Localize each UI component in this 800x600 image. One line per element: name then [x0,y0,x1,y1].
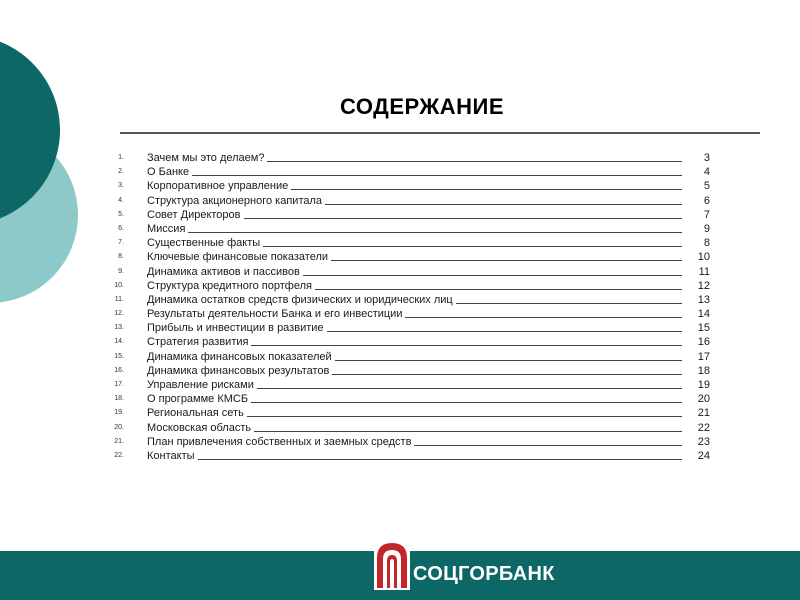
toc-item-page: 17 [697,350,710,363]
toc-item[interactable] [100,265,720,279]
toc-item-label: Динамика активов и пассивов [147,265,303,279]
toc-item[interactable] [100,236,720,250]
toc-item-number: 18. [114,395,124,403]
toc-item-number: 1. [118,154,124,161]
bank-logo-icon [374,540,410,590]
toc-item-page: 13 [697,293,710,306]
bank-name: СОЦГОРБАНК [413,563,555,585]
toc-item-page: 7 [703,208,710,221]
toc-item-number: 3. [118,182,124,190]
toc-item-label: О Банке [147,165,192,179]
toc-item[interactable] [100,208,720,222]
toc-item-page: 3 [703,152,710,164]
toc-item-page: 20 [697,393,710,406]
toc-item[interactable] [100,406,720,420]
toc-item[interactable] [100,350,720,364]
toc-item-page: 14 [697,308,710,321]
toc-item-page: 12 [697,279,710,292]
toc-item[interactable] [100,364,720,378]
toc-item-page: 10 [697,251,710,264]
toc-item-number: 14. [114,338,124,346]
toc-item-number: 22. [114,451,124,459]
toc-item-page: 16 [697,336,710,349]
toc-item[interactable] [100,151,720,165]
toc-item-page: 5 [703,180,710,193]
toc-item-number: 2. [118,168,124,176]
toc-item-number: 7. [118,239,124,247]
toc-item-page: 15 [697,322,710,335]
toc-item-label: Динамика финансовых показателей [147,350,335,364]
toc-item-label: Структура кредитного портфеля [147,279,315,293]
toc-item-label: Динамика остатков средств физических и юридических лиц [147,293,456,307]
toc-item[interactable] [100,293,720,307]
toc-item[interactable] [100,194,720,208]
toc-item-page: 9 [703,222,710,235]
toc-item[interactable] [100,222,720,236]
toc-item-page: 23 [697,435,710,448]
toc-item-number: 17. [114,381,124,388]
toc-item-page: 4 [703,166,710,179]
toc-item[interactable] [100,321,720,335]
toc-item-number: 10. [114,281,124,289]
toc-item-label: Результаты деятельности Банка и его инвестиции [147,307,405,321]
toc-item[interactable] [100,335,720,349]
toc-item[interactable] [100,307,720,321]
toc-item-label: План привлечения собственных и заемных средств [147,435,414,449]
toc-item-label: Структура акционерного капитала [147,194,325,208]
toc-item-number: 19. [114,409,124,417]
toc-item-page: 22 [697,421,710,434]
toc-leader-line [147,175,682,176]
page-title: СОДЕРЖАНИЕ [340,94,505,119]
toc-leader-line [147,232,682,233]
toc-item-page: 24 [697,449,710,462]
toc-item-number: 9. [118,267,124,275]
toc-item[interactable] [100,449,720,463]
title-divider [120,132,760,134]
toc-item-number: 6. [118,224,124,232]
toc-item-label: Управление рисками [147,378,257,392]
toc-item-number: 15. [114,352,124,360]
toc-item-label: Динамика финансовых результатов [147,364,332,378]
toc-item-number: 8. [118,253,124,261]
toc-item[interactable] [100,378,720,392]
toc-item-number: 4. [118,196,124,204]
toc-item[interactable] [100,279,720,293]
toc-item[interactable] [100,435,720,449]
toc-item-number: 16. [114,366,124,374]
toc-item-label: Совет Директоров [147,208,244,222]
toc-item-page: 8 [703,237,710,250]
toc-item-number: 12. [114,310,124,318]
toc-item-number: 21. [114,437,124,445]
toc-item-number: 20. [114,423,124,431]
toc-item-label: Миссия [147,222,188,236]
table-of-contents [100,151,720,463]
toc-item[interactable] [100,165,720,179]
toc-item-label: Зачем мы это делаем? [147,151,267,165]
toc-item-label: Корпоративное управление [147,179,291,193]
toc-item-number: 11. [114,295,124,303]
toc-item-label: Региональная сеть [147,406,247,420]
toc-item-page: 21 [697,407,710,420]
toc-item-page: 11 [698,265,710,278]
toc-item-label: Стратегия развития [147,335,251,349]
toc-item-number: 13. [114,324,124,332]
toc-item-label: Существенные факты [147,236,263,250]
toc-item[interactable] [100,179,720,193]
toc-item[interactable] [100,250,720,264]
toc-item-number: 5. [118,210,124,218]
toc-item-label: О программе КМСБ [147,392,251,406]
toc-leader-line [147,459,682,460]
toc-item-label: Прибыль и инвестиции в развитие [147,321,327,335]
toc-item-page: 18 [697,364,710,377]
toc-item-page: 6 [703,194,710,207]
toc-item[interactable] [100,421,720,435]
toc-item-page: 19 [697,379,710,391]
toc-item[interactable] [100,392,720,406]
toc-item-label: Ключевые финансовые показатели [147,250,331,264]
toc-item-label: Московская область [147,421,254,435]
toc-item-label: Контакты [147,449,198,463]
